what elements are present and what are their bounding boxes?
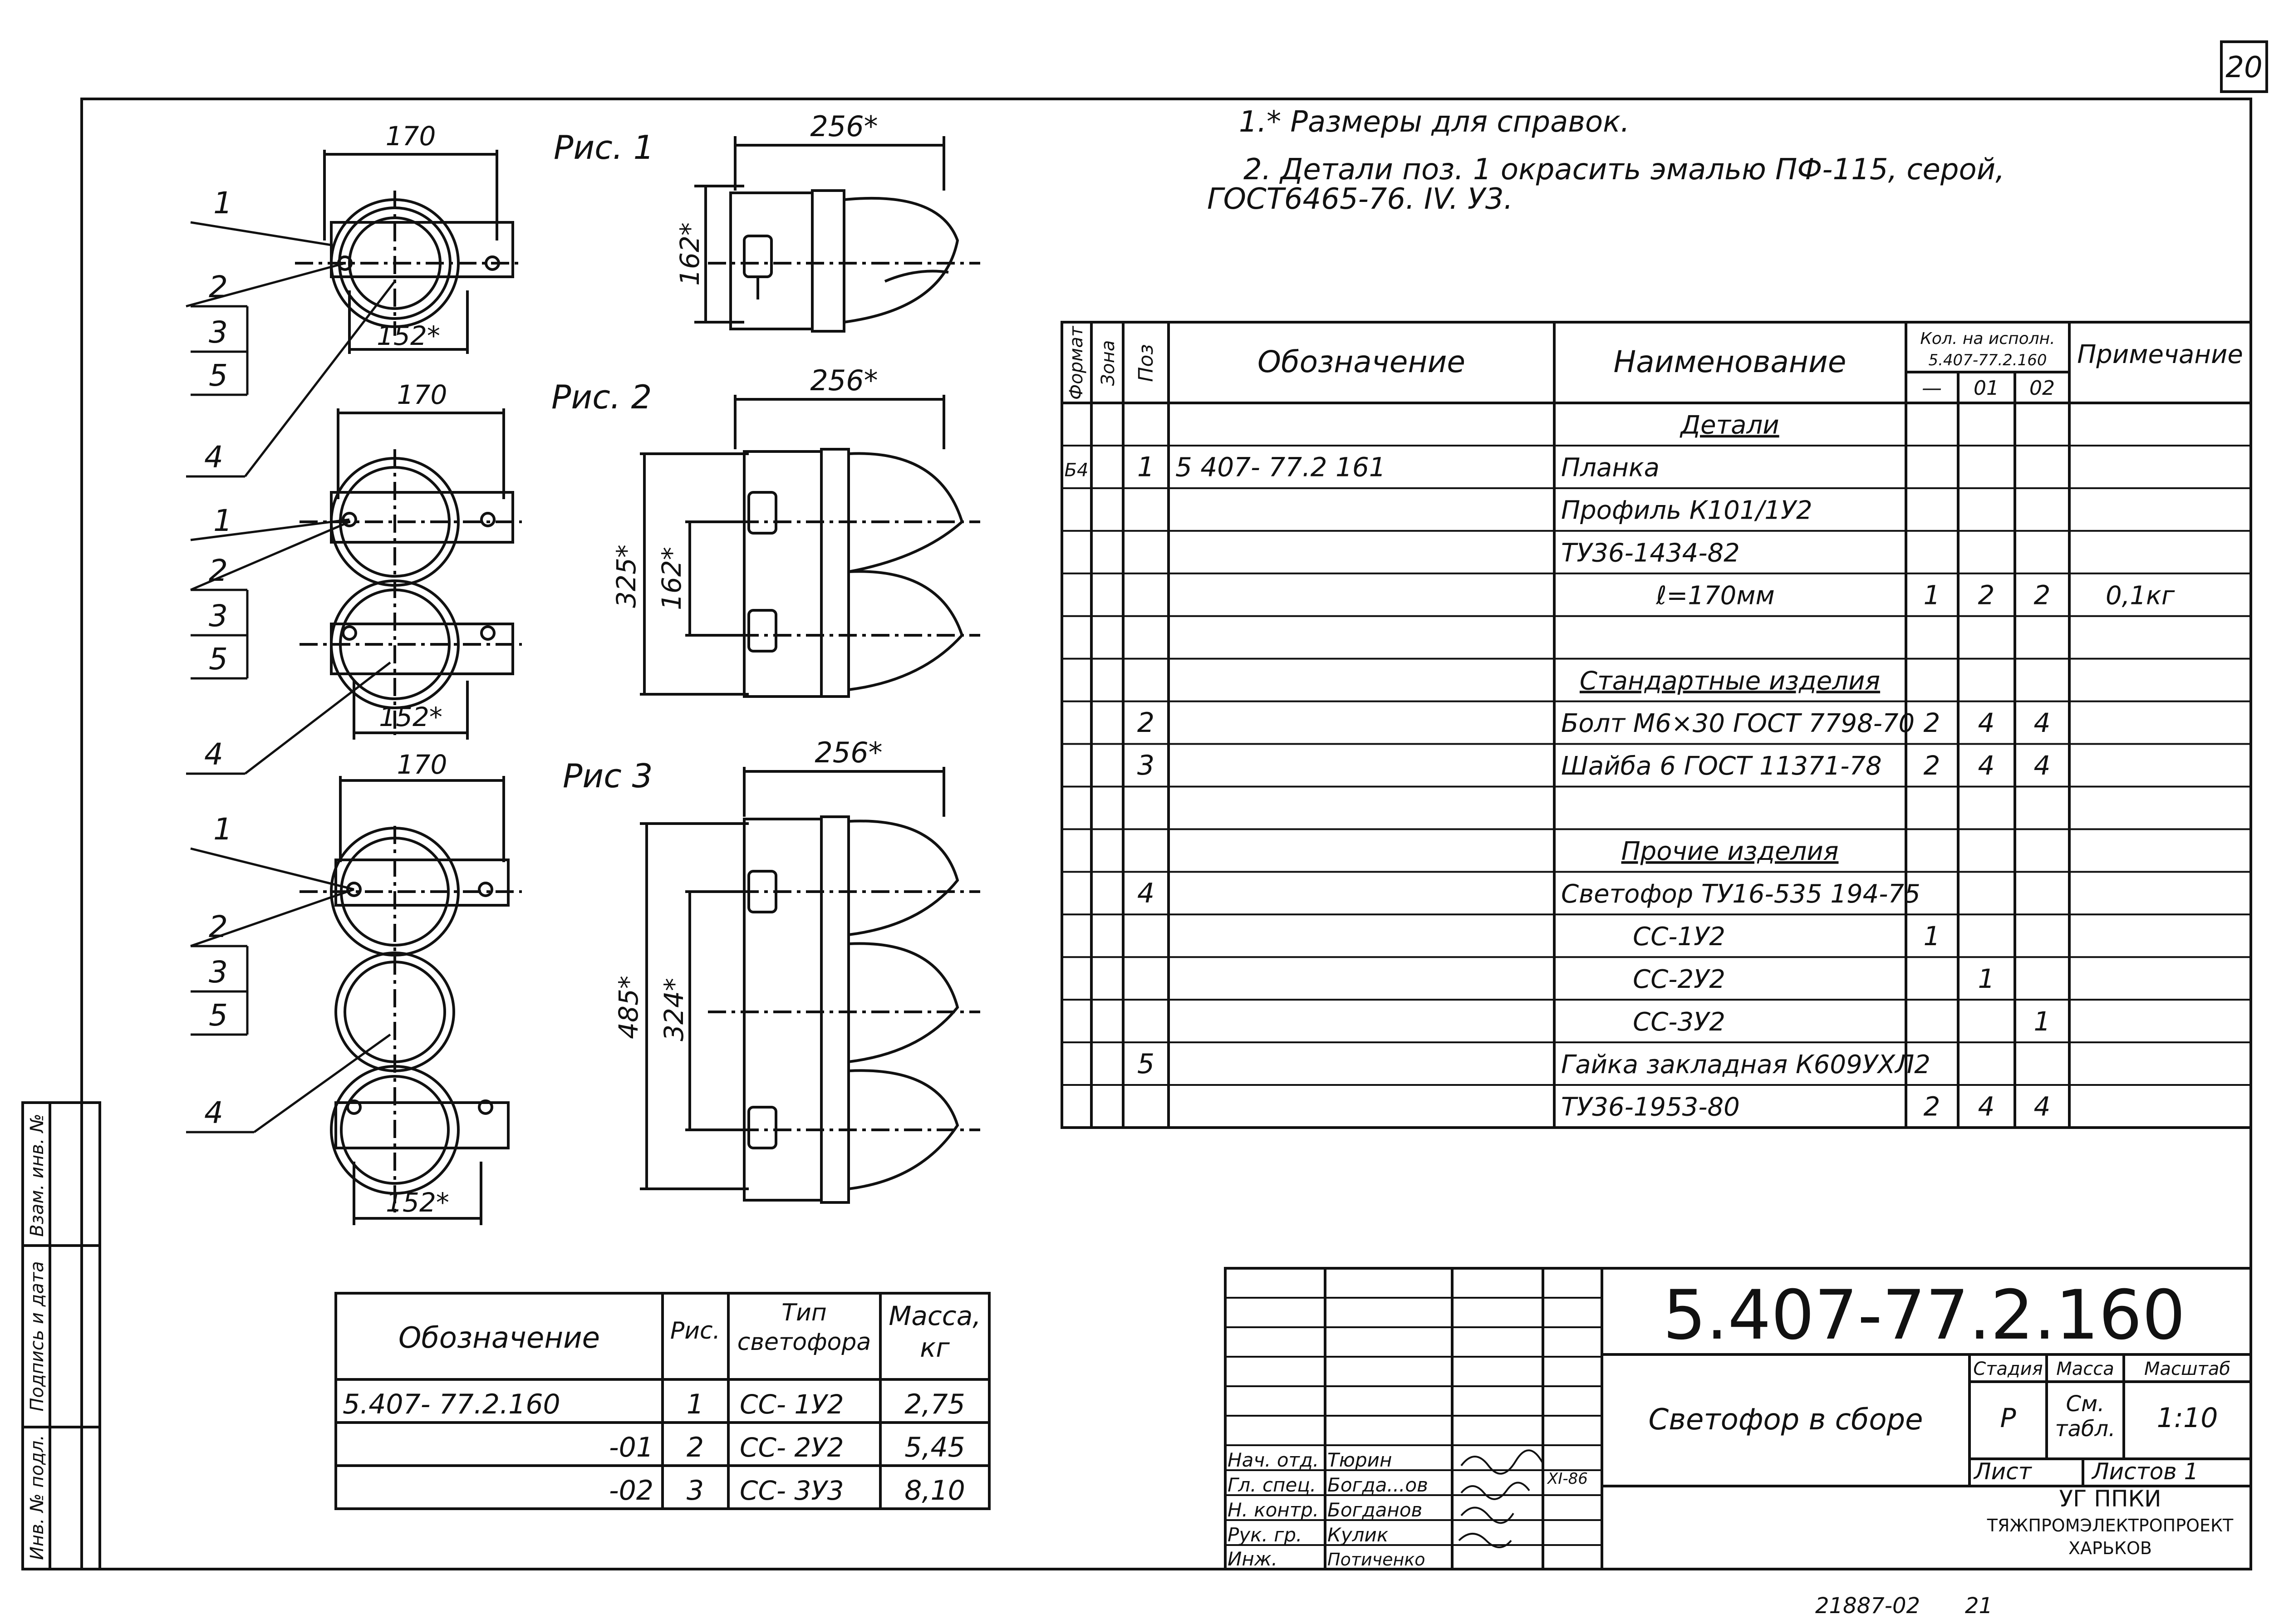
- stage-value: Р: [2000, 1403, 2016, 1433]
- dim-162-fig2: 162*: [656, 547, 687, 610]
- dim-325-fig2: 325*: [611, 545, 642, 608]
- var-row2-designation: -01: [609, 1432, 653, 1463]
- spec-cell-name: СС-3У2: [1633, 1007, 1725, 1037]
- fig1-side-view: [694, 136, 980, 331]
- spec-cell-q0: 1: [1923, 920, 1940, 952]
- spec-cell-des: 5 407- 77.2 161: [1175, 451, 1386, 483]
- dim-170-fig1: 170: [385, 121, 436, 152]
- spec-cell-note: 0,1кг: [2106, 581, 2175, 611]
- dim-152-fig3: 152*: [386, 1187, 449, 1218]
- signatures: [1459, 1450, 1543, 1547]
- var-row1-mass: 2,75: [904, 1388, 965, 1420]
- callout-5-fig3: 5: [209, 998, 228, 1033]
- var-hdr-designation: Обозначение: [398, 1321, 600, 1355]
- callout-1-fig1: 1: [213, 186, 232, 221]
- hdr-q2: 02: [2029, 377, 2055, 400]
- spec-cell-name: Профиль К101/1У2: [1561, 496, 1812, 525]
- sheets-label: Листов 1: [2092, 1458, 2199, 1485]
- dim-152-fig2: 152*: [379, 702, 442, 732]
- spec-cell-pos: 1: [1137, 451, 1155, 483]
- hdr-pos: Поз: [1134, 344, 1158, 382]
- staff-name-3: Богданов: [1327, 1499, 1423, 1521]
- mass-value-a: См.: [2066, 1391, 2105, 1417]
- staff-role-4: Рук. гр.: [1228, 1524, 1302, 1546]
- spec-cell-q1: 4: [1978, 750, 1995, 781]
- note-1: 1.* Размеры для справок.: [1239, 105, 1630, 139]
- doc-title: Светофор в сборе: [1648, 1403, 1923, 1437]
- spec-cell-name: ТУ36-1434-82: [1561, 538, 1740, 568]
- spec-cell-q1: 2: [1978, 579, 1995, 611]
- side-stamp-inventory: Инв. № подл.: [27, 1435, 48, 1560]
- side-stamp-signature: Подпись и дата: [27, 1261, 48, 1412]
- fig3-front-view: [300, 776, 522, 1225]
- var-row3-designation: -02: [609, 1475, 653, 1506]
- spec-cell-q2: 4: [2033, 750, 2051, 781]
- spec-cell-q2: 1: [2033, 1006, 2051, 1037]
- var-hdr-type-a: Тип: [781, 1299, 827, 1326]
- side-views: [640, 136, 980, 1202]
- spec-cell-pos: 2: [1137, 707, 1155, 739]
- spec-cell-name: Шайба 6 ГОСТ 11371-78: [1561, 751, 1882, 781]
- spec-cell-pos: 4: [1137, 877, 1155, 909]
- fig2-label: Рис. 2: [551, 378, 652, 416]
- spec-cell-fmt: Б4: [1064, 460, 1089, 481]
- callout-5-fig1: 5: [209, 358, 228, 393]
- note-2a: 2. Детали поз. 1 окрасить эмалью ПФ-115, серой,: [1243, 153, 2005, 186]
- callout-3-fig2: 3: [209, 599, 228, 633]
- spec-cell-pos: 5: [1137, 1048, 1155, 1080]
- fig3-label: Рис 3: [563, 757, 653, 795]
- hdr-format: Формат: [1066, 326, 1087, 400]
- doc-number: 5.407-77.2.160: [1663, 1276, 2186, 1355]
- staff-role-5: Инж.: [1228, 1548, 1278, 1570]
- spec-cell-q0: 1: [1923, 579, 1940, 611]
- var-hdr-mass-a: Масса,: [889, 1300, 981, 1331]
- side-stamp-replaced: Взам. инв. №: [27, 1114, 48, 1237]
- staff-name-2: Богда...ов: [1327, 1474, 1428, 1496]
- callout-3-fig1: 3: [209, 315, 228, 350]
- spec-cell-q2: 4: [2033, 707, 2051, 739]
- dim-170-fig3: 170: [397, 749, 447, 780]
- sheet-number: 20: [2225, 51, 2263, 84]
- callout-3-fig3: 3: [209, 955, 228, 990]
- staff-role-3: Н. контр.: [1228, 1499, 1319, 1521]
- mass-value-b: табл.: [2055, 1416, 2116, 1442]
- spec-cell-q1: 4: [1978, 1091, 1995, 1122]
- spec-cell-q1: 1: [1978, 963, 1995, 994]
- spec-cell-q2: 2: [2033, 579, 2051, 611]
- callout-4-fig3: 4: [204, 1095, 223, 1130]
- spec-rows: [1065, 411, 2175, 1122]
- title-block-texts: [1228, 1276, 2234, 1570]
- hdr-qty-a: Кол. на исполн.: [1920, 329, 2055, 348]
- var-row1-type: СС- 1У2: [740, 1389, 844, 1420]
- fig1-label: Рис. 1: [554, 128, 654, 167]
- dim-152-fig1: 152*: [377, 320, 440, 351]
- mass-label: Масса: [2056, 1359, 2114, 1379]
- fig3-side-view: [640, 767, 980, 1202]
- hdr-name: Наименование: [1613, 344, 1847, 379]
- spec-cell-q1: 4: [1978, 707, 1995, 739]
- footer-archive: 21887-02: [1815, 1593, 1920, 1619]
- spec-cell-name: Детали: [1680, 410, 1779, 440]
- spec-cell-q0: 2: [1923, 750, 1940, 781]
- footer-page: 21: [1965, 1593, 1993, 1619]
- spec-cell-q2: 4: [2033, 1091, 2051, 1122]
- front-views: [295, 150, 522, 1225]
- var-row3-fig: 3: [686, 1475, 704, 1506]
- spec-cell-name: ℓ=170мм: [1656, 581, 1775, 611]
- dim-256-fig1: 256*: [810, 110, 878, 143]
- spec-cell-name: Планка: [1561, 453, 1660, 483]
- var-row2-type: СС- 2У2: [740, 1432, 844, 1463]
- callout-1-fig3: 1: [213, 812, 232, 847]
- hdr-zone: Зона: [1098, 340, 1119, 386]
- spec-cell-name: Прочие изделия: [1621, 837, 1839, 867]
- dim-485-fig3: 485*: [613, 976, 644, 1039]
- var-row1-fig: 1: [686, 1388, 704, 1420]
- scale-label: Масштаб: [2144, 1359, 2231, 1379]
- fig2-side-view: [640, 395, 980, 697]
- staff-name-1: Тюрин: [1327, 1449, 1392, 1471]
- spec-cell-pos: 3: [1137, 750, 1155, 782]
- callout-2-fig3: 2: [209, 909, 228, 944]
- var-row1-designation: 5.407- 77.2.160: [343, 1388, 560, 1420]
- note-2b: ГОСТ6465-76. IV. У3.: [1207, 182, 1513, 216]
- hdr-q1: 01: [1974, 377, 1999, 400]
- var-hdr-mass-b: кг: [920, 1332, 950, 1363]
- var-row2-mass: 5,45: [904, 1432, 965, 1463]
- spec-cell-name: Светофор ТУ16-535 194-75: [1561, 879, 1920, 909]
- staff-role-1: Нач. отд.: [1228, 1449, 1319, 1471]
- spec-cell-name: СС-2У2: [1633, 964, 1725, 994]
- scale-value: 1:10: [2156, 1402, 2218, 1434]
- var-row3-type: СС- 3У3: [740, 1475, 844, 1506]
- var-row2-fig: 2: [686, 1432, 704, 1463]
- staff-role-2: Гл. спец.: [1228, 1474, 1316, 1496]
- dim-162-fig1: 162*: [674, 222, 705, 286]
- hdr-designation: Обозначение: [1257, 344, 1465, 379]
- hdr-q0: —: [1922, 377, 1942, 400]
- callout-4-fig2: 4: [204, 737, 223, 772]
- dim-256-fig3: 256*: [815, 736, 883, 769]
- fig2-front-view: [300, 408, 522, 740]
- staff-name-5: Потиченко: [1327, 1550, 1425, 1570]
- spec-cell-name: СС-1У2: [1633, 922, 1725, 952]
- org-line-2: ТЯЖПРОМЭЛЕКТРОПРОЕКТ: [1987, 1516, 2234, 1536]
- var-row3-mass: 8,10: [904, 1475, 965, 1506]
- spec-cell-name: Болт М6×30 ГОСТ 7798-70: [1561, 709, 1915, 739]
- var-hdr-fig: Рис.: [670, 1317, 721, 1344]
- callout-2-fig1: 2: [209, 270, 228, 304]
- hdr-note: Примечание: [2077, 340, 2243, 369]
- callout-1-fig2: 1: [213, 503, 232, 538]
- hdr-qty-b: 5.407-77.2.160: [1928, 351, 2047, 369]
- side-stamp-texts: [27, 1114, 48, 1560]
- dim-256-fig2: 256*: [810, 364, 878, 397]
- staff-name-4: Кулик: [1327, 1524, 1389, 1546]
- sheet-label: Лист: [1974, 1458, 2032, 1485]
- org-line-3: ХАРЬКОВ: [2068, 1538, 2152, 1558]
- callout-4-fig1: 4: [204, 440, 223, 475]
- stage-label: Стадия: [1973, 1359, 2043, 1379]
- spec-cell-q0: 2: [1923, 1091, 1940, 1122]
- org-line-1: УГ ППКИ: [2059, 1486, 2161, 1512]
- callout-5-fig2: 5: [209, 642, 228, 677]
- spec-cell-name: Гайка закладная К609УХЛ2: [1561, 1050, 1930, 1079]
- spec-cell-name: ТУ36-1953-80: [1561, 1092, 1740, 1122]
- date-mark: XI-86: [1547, 1470, 1588, 1488]
- spec-cell-q0: 2: [1923, 707, 1940, 739]
- dim-170-fig2: 170: [397, 379, 447, 410]
- callout-2-fig2: 2: [209, 553, 228, 588]
- dim-324-fig3: 324*: [658, 978, 689, 1041]
- var-hdr-type-b: светофора: [737, 1329, 871, 1356]
- spec-cell-name: Стандартные изделия: [1579, 666, 1881, 696]
